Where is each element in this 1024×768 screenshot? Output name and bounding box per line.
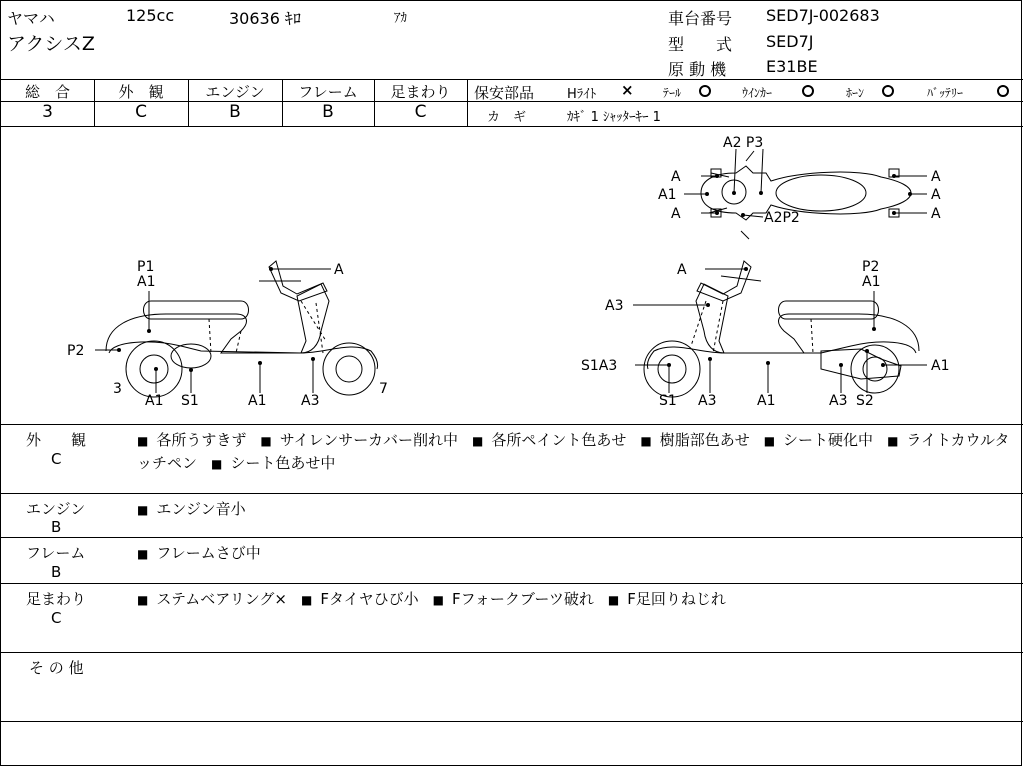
exterior-detail-category: 外 観 xyxy=(26,431,87,449)
top-view-label: A xyxy=(931,169,941,185)
top-view-label: A xyxy=(671,206,681,222)
right-view-label: S1 xyxy=(659,393,677,409)
square-bullet-icon: ■ xyxy=(640,434,652,448)
overall-grade-value: 3 xyxy=(42,102,53,122)
detail-item: Fフォークブーツ破れ xyxy=(452,590,594,608)
circle-ok-icon xyxy=(882,85,894,97)
detail-item: Fタイヤひび小 xyxy=(320,590,419,608)
winker-label: ｳｲﾝｶｰ xyxy=(742,86,773,100)
engine-model-value: E31BE xyxy=(766,57,818,76)
square-bullet-icon: ■ xyxy=(137,434,149,448)
square-bullet-icon: ■ xyxy=(471,434,484,448)
square-bullet-icon: ■ xyxy=(432,593,444,607)
suspension-grade-value: C xyxy=(414,102,427,122)
model-name: アクシスZ xyxy=(7,33,95,55)
tail-light-label: ﾃｰﾙ xyxy=(663,86,682,100)
suspension-detail-grade: C xyxy=(51,609,62,627)
left-view-label: 7 xyxy=(379,381,388,397)
safety-parts-label: 保安部品 xyxy=(474,84,535,102)
divider xyxy=(1,424,1023,425)
square-bullet-icon: ■ xyxy=(137,593,149,607)
circle-ok-icon xyxy=(699,85,711,97)
left-view-label: A1 xyxy=(145,393,164,409)
battery-label: ﾊﾞｯﾃﾘｰ xyxy=(927,86,964,100)
top-view-scooter xyxy=(701,151,911,239)
cross-ng-icon: × xyxy=(621,81,634,99)
right-view-label: A1 xyxy=(862,274,881,290)
left-view-label: 3 xyxy=(113,381,122,397)
frame-detail-items xyxy=(137,542,275,563)
exterior-detail-grade: C xyxy=(51,450,62,468)
left-view-label: A xyxy=(334,262,344,278)
body-color: ｱｶ xyxy=(394,11,407,26)
divider xyxy=(1,493,1023,494)
detail-item: シート硬化中 xyxy=(783,431,874,449)
type-value: SED7J xyxy=(766,32,814,51)
detail-item: 各所うすきず xyxy=(156,431,247,449)
square-bullet-icon: ■ xyxy=(607,593,620,607)
displacement: 125cc xyxy=(126,6,175,25)
square-bullet-icon: ■ xyxy=(137,547,149,561)
divider xyxy=(1,721,1023,722)
engine-model-label: 原 動 機 xyxy=(668,60,727,79)
engine-detail-grade: B xyxy=(51,518,62,536)
top-view-label: A2P2 xyxy=(764,210,800,226)
exterior-grade-label: 外 観 xyxy=(118,83,164,101)
chassis-number-label: 車台番号 xyxy=(668,9,733,28)
divider xyxy=(1,537,1023,538)
suspension-detail-category: 足まわり xyxy=(26,590,87,608)
suspension-grade-label: 足まわり xyxy=(390,83,451,101)
detail-item: フレームさび中 xyxy=(156,544,261,562)
right-view-label: S2 xyxy=(856,393,874,409)
divider xyxy=(1,583,1023,584)
frame-grade-label: フレーム xyxy=(298,83,358,101)
right-view-label: A3 xyxy=(698,393,717,409)
circle-ok-icon xyxy=(802,85,814,97)
right-view-label: P2 xyxy=(862,259,880,275)
type-label: 型 式 xyxy=(668,35,733,54)
top-view-label: A xyxy=(671,169,681,185)
square-bullet-icon: ■ xyxy=(763,434,776,448)
divider xyxy=(1,652,1023,653)
horn-label: ﾎｰﾝ xyxy=(846,86,865,100)
detail-item: シート色あせ中 xyxy=(230,454,336,472)
circle-ok-icon xyxy=(997,85,1009,97)
left-view-label: A1 xyxy=(248,393,267,409)
detail-item: 各所ペイント色あせ xyxy=(491,431,627,449)
right-view-label: A3 xyxy=(605,298,624,314)
divider xyxy=(1,79,1023,80)
suspension-detail-items xyxy=(137,588,740,609)
exterior-detail-items xyxy=(137,429,1012,475)
left-view-label: S1 xyxy=(181,393,199,409)
top-view-label: A xyxy=(931,206,941,222)
headlight-label: Hﾗｲﾄ xyxy=(567,87,597,102)
detail-item: ステムベアリング× xyxy=(156,590,287,608)
engine-grade-label: エンジン xyxy=(205,83,265,101)
frame-detail-category: フレーム xyxy=(26,544,86,562)
top-view-label: A1 xyxy=(658,187,677,203)
scooter-damage-diagram xyxy=(1,127,1023,423)
frame-grade-value: B xyxy=(322,102,334,122)
square-bullet-icon: ■ xyxy=(211,457,223,471)
engine-grade-value: B xyxy=(229,102,241,122)
left-view-label: P2 xyxy=(67,343,85,359)
key-label: カ ギ xyxy=(487,110,527,125)
right-view-label: S1A3 xyxy=(581,358,618,374)
detail-item: ライトカウルタッチペン xyxy=(137,431,1010,472)
exterior-grade-value: C xyxy=(135,102,147,122)
divider xyxy=(467,79,468,126)
right-view-label: A xyxy=(677,262,687,278)
square-bullet-icon: ■ xyxy=(260,434,272,448)
square-bullet-icon: ■ xyxy=(300,593,313,607)
right-view-label: A1 xyxy=(931,358,950,374)
top-view-label: A2 P3 xyxy=(723,135,764,151)
left-view-label: P1 xyxy=(137,259,155,275)
detail-item: エンジン音小 xyxy=(156,500,246,518)
square-bullet-icon: ■ xyxy=(137,503,149,517)
top-view-label: A xyxy=(931,187,941,203)
engine-detail-category: エンジン xyxy=(26,500,86,518)
square-bullet-icon: ■ xyxy=(887,434,899,448)
left-view-label: A3 xyxy=(301,393,320,409)
engine-detail-items xyxy=(137,498,260,519)
detail-item: サイレンサーカバー削れ中 xyxy=(279,431,458,449)
right-view-label: A3 xyxy=(829,393,848,409)
detail-item: 樹脂部色あせ xyxy=(659,431,750,449)
frame-detail-grade: B xyxy=(51,563,62,581)
key-value: ｶｷﾞ 1 ｼｬｯﾀｰｷｰ 1 xyxy=(567,110,661,125)
detail-item: F足回りねじれ xyxy=(627,590,726,608)
other-notes-label: そ の 他 xyxy=(29,659,84,677)
maker: ヤマハ xyxy=(7,9,55,28)
right-view-label: A1 xyxy=(757,393,776,409)
divider xyxy=(467,101,1023,102)
overall-grade-label: 総 合 xyxy=(24,83,70,101)
chassis-number-value: SED7J-002683 xyxy=(766,6,880,25)
mileage: 30636 ｷﾛ xyxy=(229,9,301,28)
left-view-label: A1 xyxy=(137,274,156,290)
